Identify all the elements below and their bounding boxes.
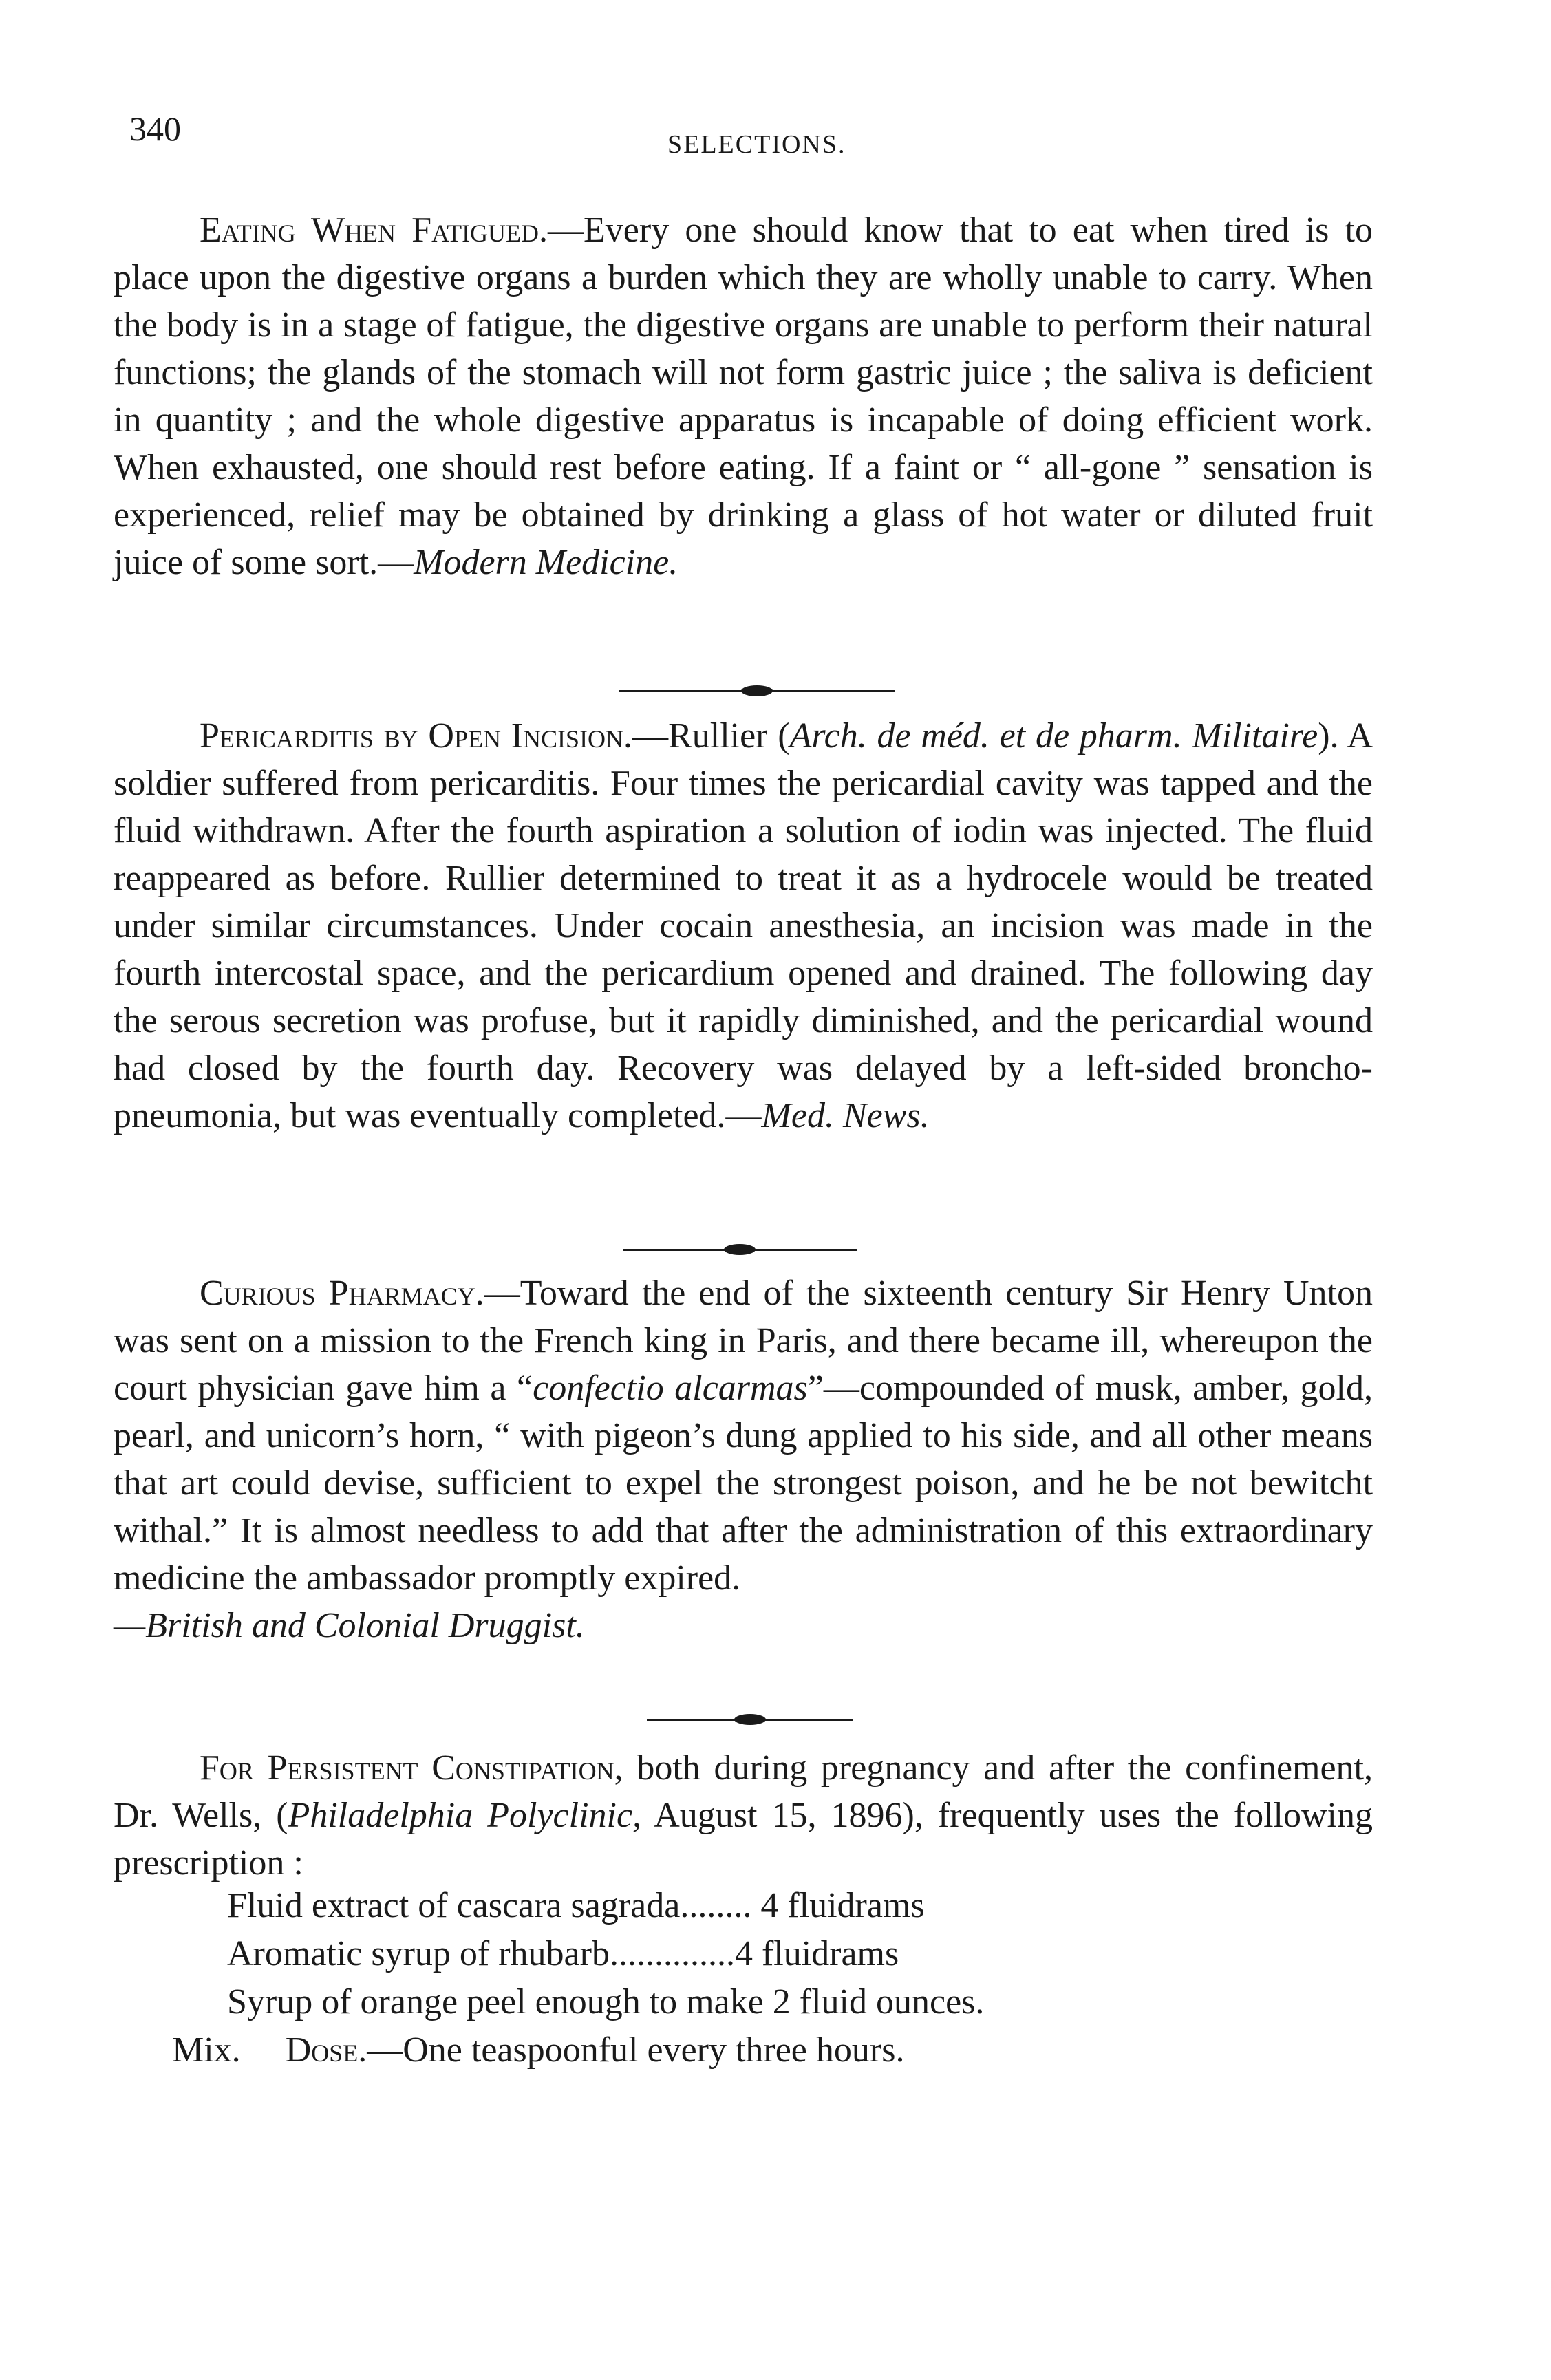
prescription-line: Aromatic syrup of rhubarb..............4 fluidrams (227, 1934, 899, 1973)
page-number: 340 (129, 109, 181, 148)
article-title: For Persistent Constipation, (200, 1748, 623, 1788)
article-paragraph (114, 712, 1373, 1139)
divider-ornament (741, 685, 773, 696)
article-eating-when-fatigued (114, 206, 1373, 586)
article-source: Med. News. (761, 1096, 930, 1135)
article-body: August 15, 1896), frequently uses the following prescription : (114, 1796, 1373, 1883)
article-lead: both during pregnancy and after the confinement, Dr. Wells, ( (114, 1748, 1373, 1835)
article-term: confectio alcarmas (533, 1369, 808, 1408)
prescription-directions (172, 2030, 904, 2070)
article-title: Curious Pharmacy. (200, 1274, 484, 1313)
dose-label: Dose. (285, 2030, 367, 2070)
prescription (227, 1882, 1190, 2026)
article-title: Eating When Fatigued. (200, 211, 548, 250)
article-pericarditis (114, 712, 1373, 1139)
dose-text: —One teaspoonful every three hours. (367, 2030, 905, 2070)
article-citation: Philadelphia Polyclinic, (288, 1796, 642, 1835)
section-divider (647, 1719, 853, 1721)
divider-ornament (734, 1714, 766, 1725)
article-source: Modern Medicine. (414, 543, 678, 582)
article-citation: Arch. de méd. et de pharm. Militaire (789, 716, 1318, 755)
article-title: Pericarditis by Open Incision. (200, 716, 633, 755)
article-body: —Toward the end of the sixteenth century Sir Henry Unton was sent on a mission to the French king in Paris, and there became ill, whereupon the court physician gave him a “ (114, 1274, 1373, 1408)
article-persistent-constipation (114, 1744, 1373, 1887)
section-divider (619, 690, 895, 692)
article-paragraph (114, 206, 1373, 586)
article-curious-pharmacy (114, 1269, 1373, 1649)
prescription-line: Syrup of orange peel enough to make 2 fluid ounces. (227, 1982, 985, 2022)
running-head: SELECTIONS. (667, 130, 846, 159)
divider-ornament (724, 1244, 756, 1255)
mix-label: Mix. (172, 2030, 241, 2070)
article-body: —Every one should know that to eat when tired is to place upon the digestive organs a burden which they are wholly unable to carry. When the body is in a stage of fatigue, the digestive organs are unable to perform their natural functions; the glands of the stomach will not form gastric juice ; the saliva is deficient in quantity ; and the whole digestive apparatus is incapable of doing efficient work. When exhausted, one should rest before eating. If a faint or “ all-gone ” sensation is experienced, relief may be obtained by drinking a glass of hot water or diluted fruit juice of some sort.— (114, 211, 1373, 582)
article-paragraph (114, 1744, 1373, 1887)
article-paragraph (114, 1269, 1373, 1649)
article-lead: —Rullier ( (632, 716, 790, 755)
article-body: ”—compounded of musk, amber, gold, pearl, and unicorn’s horn, “ with pigeon’s dung applied to his side, and all other means that art could devise, sufficient to expel the strongest poison, and he be not bewitcht withal.” It is almost needless to add that after the administration of this extraordinary medicine the ambassador promptly expired. (114, 1369, 1373, 1598)
section-divider (623, 1249, 857, 1251)
prescription-line: Fluid extract of cascara sagrada........ 4 fluidrams (227, 1886, 925, 1925)
article-body: ). A soldier suffered from pericarditis. Four times the pericardial cavity was tapped and the fluid withdrawn. After the fourth aspiration a solution of iodin was injected. The fluid reappeared as before. Rullier determined to treat it as a hydrocele would be treated under similar circumstances. Under cocain anesthesia, an incision was made in the fourth intercostal space, and the pericardium opened and drained. The following day the serous secretion was profuse, but it rapidly diminished, and the pericardial wound had closed by the fourth day. Recovery was delayed by a left-sided broncho-pneumonia, but was eventually completed.— (114, 716, 1373, 1135)
article-source: —British and Colonial Druggist. (114, 1606, 585, 1645)
